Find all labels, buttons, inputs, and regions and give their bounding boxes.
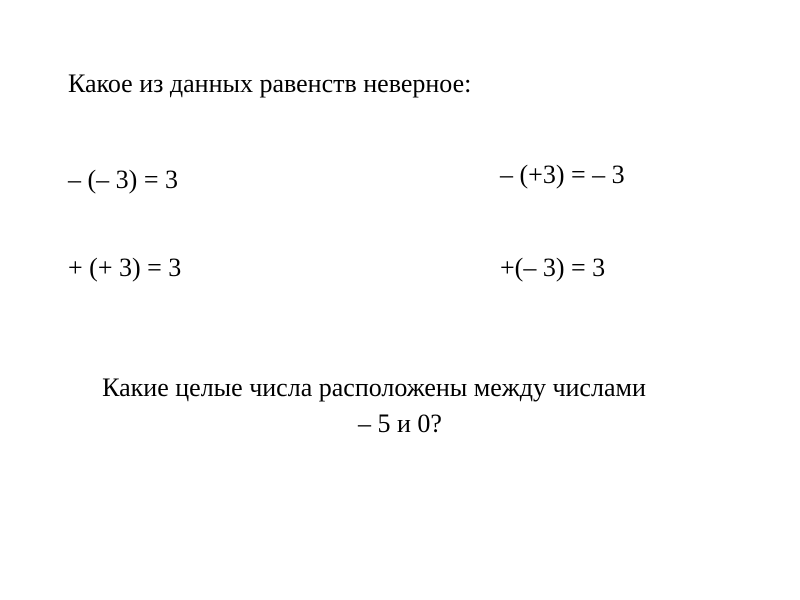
- question-incorrect-equality: Какое из данных равенств неверное:: [68, 69, 472, 98]
- question-integers-line-2: – 5 и 0?: [358, 409, 442, 438]
- equality-option-2: – (+3) = – 3: [500, 160, 625, 189]
- equality-option-4: +(– 3) = 3: [500, 253, 606, 282]
- question-integers-line-1: Какие целые числа расположены между числами: [102, 373, 646, 402]
- equality-option-3: + (+ 3) = 3: [68, 253, 182, 282]
- equality-option-1: – (– 3) = 3: [68, 165, 178, 194]
- question-integers-between: [0, 370, 800, 442]
